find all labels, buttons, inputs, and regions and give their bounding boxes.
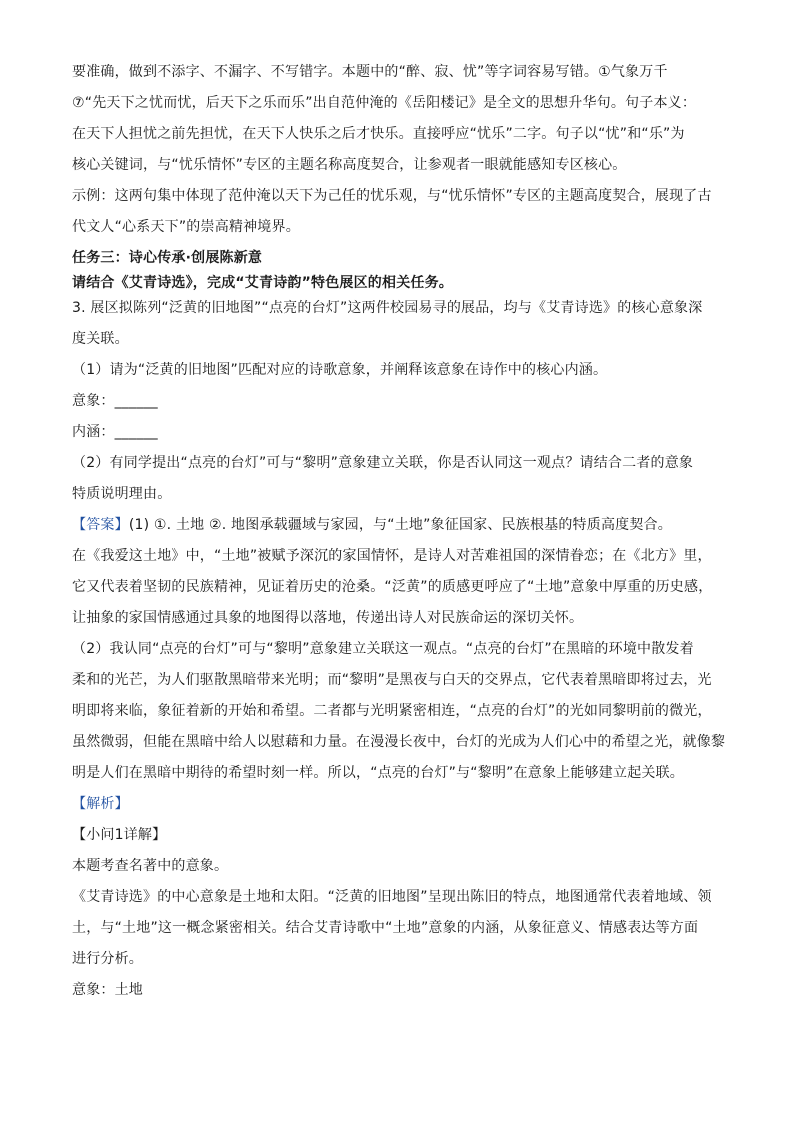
answer-text: (1) ①. 土地 ②. 地图承载疆域与家园，与“土地”象征国家、民族根基的特质高度契合。: [128, 517, 672, 533]
document-line: 度关联。: [72, 331, 129, 347]
document-line: ⑦“先天下之忧而忧，后天下之乐而乐”出自范仲淹的《岳阳楼记》是全文的思想升华句。句子本义：: [72, 95, 697, 111]
document-line: 它又代表着坚韧的民族精神，见证着历史的沧桑。“泛黄”的质感更呼应了“土地”意象中厚重的历史感，: [72, 579, 713, 595]
document-line: 特质说明理由。: [72, 486, 172, 502]
document-line: （2）有同学提出“点亮的台灯”可与“黎明”意象建立关联，你是否认同这一观点？请结合二者的意象: [72, 455, 694, 471]
document-line: （1）请为“泛黄的旧地图”匹配对应的诗歌意象，并阐释该意象在诗作中的核心内涵。: [72, 362, 608, 378]
document-line: 明是人们在黑暗中期待的希望时刻一样。所以，“点亮的台灯”与“黎明”在意象上能够建立起关联。: [72, 765, 685, 781]
document-line: 要准确，做到不添字、不漏字、不写错字。本题中的“醉、寂、忧”等字词容易写错。①气象万千: [72, 64, 668, 80]
document-line: 代文人“心系天下”的崇高精神境界。: [72, 219, 300, 235]
document-line: 本题考查名著中的意象。: [72, 858, 229, 874]
document-line: 《艾青诗选》的中心意象是土地和太阳。“泛黄的旧地图”呈现出陈旧的特点，地图通常代表着地域、领: [72, 889, 712, 905]
document-line: （2）我认同“点亮的台灯”可与“黎明”意象建立关联这一观点。“点亮的台灯”在黑暗的环境中散发着: [72, 641, 694, 657]
document-line: 3. 展区拟陈列“泛黄的旧地图”“点亮的台灯”这两件校园易寻的展品，均与《艾青诗选》的核心意象深: [72, 300, 703, 316]
document-line: 意象：土地: [72, 982, 143, 998]
document-line: 柔和的光芒，为人们驱散黑暗带来光明；而“黎明”是黑夜与白天的交界点，它代表着黑暗即将过去，光: [72, 672, 712, 688]
document-line: 内涵：______: [72, 424, 158, 440]
analysis-label: 【解析】: [72, 796, 129, 812]
document-line: 任务三：诗心传承·创展陈新意: [72, 250, 263, 266]
document-line: 让抽象的家国情感通过具象的地图得以落地，传递出诗人对民族命运的深切关怀。: [72, 610, 584, 626]
document-line: 在《我爱这土地》中，“土地”被赋予深沉的家国情怀，是诗人对苦难祖国的深情眷恋；在《北方》里，: [72, 548, 712, 564]
document-line: 示例：这两句集中体现了范仲淹以天下为己任的忧乐观，与“忧乐情怀”专区的主题高度契合，展现了古: [72, 188, 712, 204]
document-line: 在天下人担忧之前先担忧，在天下人快乐之后才快乐。直接呼应“忧乐”二字。句子以“忧”和“乐”为: [72, 126, 685, 142]
document-line: 明即将来临，象征着新的开始和希望。二者都与光明紧密相连，“点亮的台灯”的光如同黎明前的微光，: [72, 703, 712, 719]
document-line: 【小问1详解】: [72, 827, 167, 843]
document-line: 虽然微弱，但能在黑暗中给人以慰藉和力量。在漫漫长夜中，台灯的光成为人们心中的希望之光，就像黎: [72, 734, 726, 750]
answer-label: 【答案】: [72, 517, 129, 533]
answer-line: [72, 515, 672, 535]
document-line: 请结合《艾青诗选》，完成“艾青诗韵”特色展区的相关任务。: [72, 275, 454, 291]
document-line: 进行分析。: [72, 951, 143, 967]
document-line: 核心关键词，与“忧乐情怀”专区的主题名称高度契合，让参观者一眼就能感知专区核心。: [72, 157, 627, 173]
document-line: 土，与“土地”这一概念紧密相关。结合艾青诗歌中“土地”意象的内涵，从象征意义、情感表达等方面: [72, 920, 699, 936]
document-line: 意象：______: [72, 393, 158, 409]
